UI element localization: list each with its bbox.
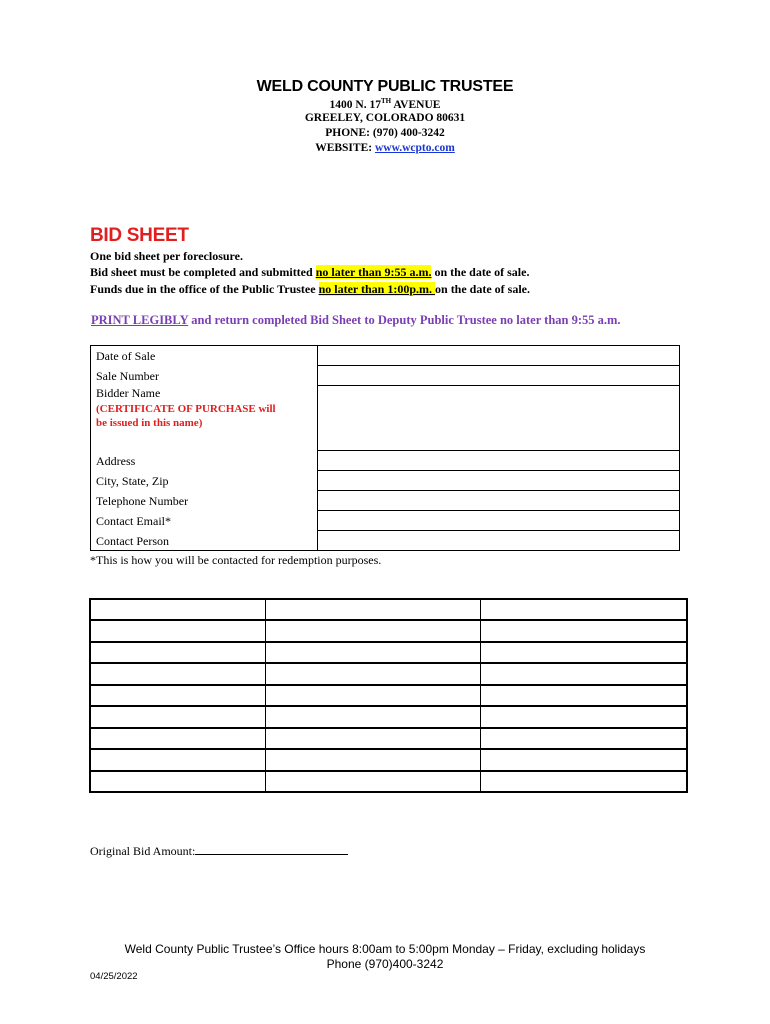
intro-line-3: Funds due in the office of the Public Trustee no later than 1:00p.m. on the date of sale. — [90, 282, 531, 296]
label-date-of-sale: Date of Sale — [96, 349, 156, 363]
label-sale-number: Sale Number — [96, 369, 159, 383]
label-contact-email: Contact Email* — [96, 514, 171, 528]
trustee-website: WEBSITE: www.wcpto.com — [315, 142, 455, 154]
revision-date: 04/25/2022 — [90, 971, 138, 982]
office-phone: Phone (970)400-3242 — [326, 957, 444, 971]
intro-line-2: Bid sheet must be completed and submitted no later than 9:55 a.m. on the date of sale. — [90, 265, 530, 279]
label-contact-person: Contact Person — [96, 534, 169, 548]
city-state-zip-field[interactable] — [318, 471, 679, 490]
address-field[interactable] — [318, 451, 679, 470]
contact-person-field[interactable] — [318, 531, 679, 550]
label-city-state-zip: City, State, Zip — [96, 474, 169, 488]
contact-email-field[interactable] — [318, 511, 679, 530]
sale-number-field[interactable] — [318, 366, 679, 385]
intro-line-1: One bid sheet per foreclosure. — [90, 249, 243, 263]
office-hours: Weld County Public Trustee’s Office hours 8:00am to 5:00pm Monday – Friday, excluding holidays — [124, 942, 646, 956]
trustee-address: 1400 N. 17TH AVENUE — [329, 97, 441, 111]
bid-sheet-heading: BID SHEET — [90, 225, 189, 246]
original-bid-amount-field[interactable] — [195, 843, 348, 855]
label-telephone: Telephone Number — [96, 494, 189, 508]
label-bidder-name: Bidder Name — [96, 386, 161, 400]
label-address: Address — [96, 454, 136, 468]
date-of-sale-field[interactable] — [318, 346, 679, 365]
funds-deadline-highlight: no later than 1:00p.m. — [318, 282, 436, 296]
trustee-phone: PHONE: (970) 400-3242 — [325, 127, 445, 139]
certificate-note: (CERTIFICATE OF PURCHASE will be issued in this name) — [96, 403, 276, 429]
print-instruction: PRINT LEGIBLY and return completed Bid Sheet to Deputy Public Trustee no later than 9:55 a.m. — [91, 313, 621, 327]
document-title: WELD COUNTY PUBLIC TRUSTEE — [256, 78, 514, 95]
original-bid-amount: Original Bid Amount: — [90, 843, 348, 859]
website-link[interactable]: www.wcpto.com — [374, 142, 455, 154]
bidder-name-field[interactable] — [318, 386, 679, 450]
email-footnote: *This is how you will be contacted for redemption purposes. — [90, 553, 382, 567]
blank-grid-table — [89, 598, 688, 793]
telephone-field[interactable] — [318, 491, 679, 510]
deadline-highlight: no later than 9:55 a.m. — [315, 265, 432, 279]
bidder-info-table — [90, 345, 680, 551]
trustee-city: GREELEY, COLORADO 80631 — [304, 112, 466, 124]
